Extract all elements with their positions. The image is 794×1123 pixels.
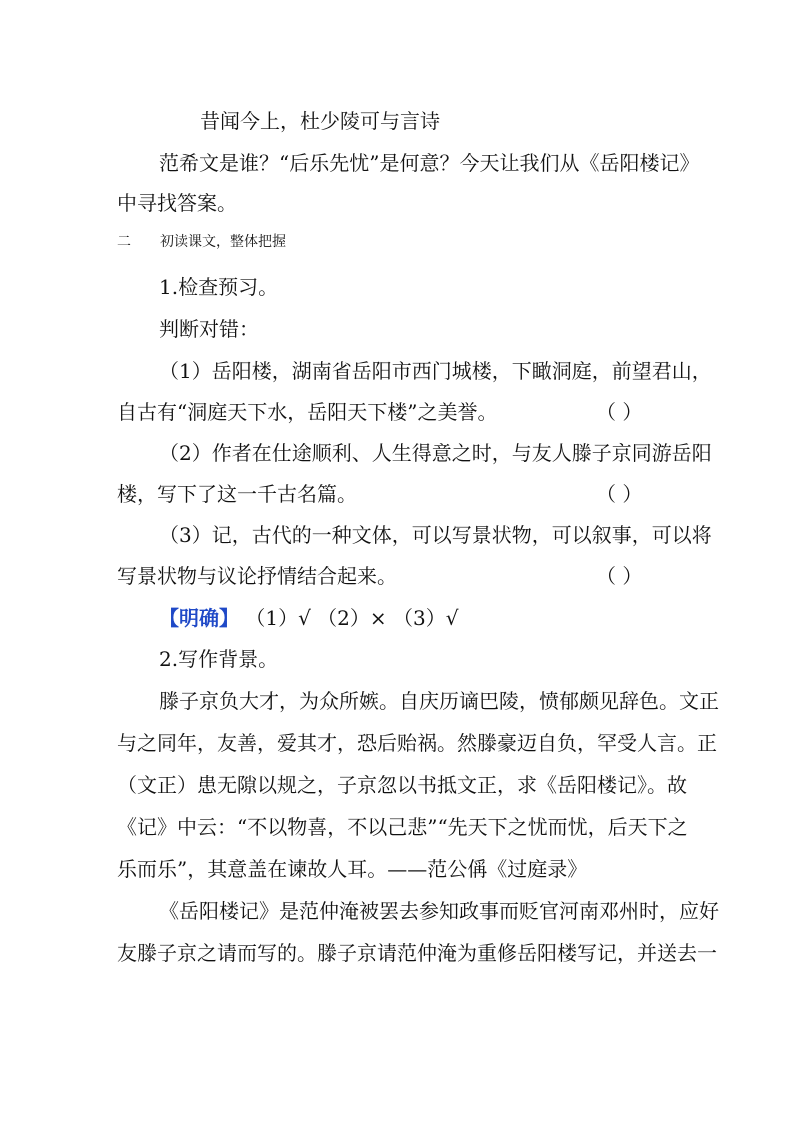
answer-text: （1）√ （2）× （3）√ [245, 606, 459, 630]
question-2-line-1: （2）作者在仕途顺利、人生得意之时，与友人滕子京同游岳阳 [159, 441, 712, 465]
intro-line-1: 范希文是谁？“后乐先忧”是何意？今天让我们从《岳阳楼记》 [159, 151, 700, 175]
background-line-1: 滕子京负大才，为众所嫉。自庆历谪巴陵，愤郁颇见辞色。文正 [159, 689, 719, 713]
check-preview-heading: 1.检查预习。 [159, 275, 279, 299]
background-line-5: 乐而乐”，其意盖在谏故人耳。——范公偁《过庭录》 [117, 857, 588, 881]
answer-label: 【明确】 [159, 606, 239, 630]
question-1-line-1: （1）岳阳楼，湖南省岳阳市西门城楼，下瞰洞庭，前望君山， [159, 359, 712, 383]
section-number: 二 [117, 234, 131, 250]
question-2-line-2 [117, 481, 687, 507]
poem-line: 昔闻今上，杜少陵可与言诗 [200, 109, 440, 133]
background-line-2: 与之同年，友善，爱其才，恐后贻祸。然滕豪迈自负，罕受人言。正 [117, 731, 717, 755]
judge-heading: 判断对错： [159, 317, 259, 341]
background-line-6: 《岳阳楼记》是范仲淹被罢去参知政事而贬官河南邓州时，应好 [159, 899, 719, 923]
background-line-3: （文正）患无隙以规之，子京忽以书抵文正，求《岳阳楼记》。故 [117, 773, 687, 797]
question-3-text: 写景状物与议论抒情结合起来。 [117, 564, 397, 588]
answer-blank-1: （ ） [596, 400, 643, 424]
question-1-line-2 [117, 399, 687, 425]
question-1-text: 自古有“洞庭天下水，岳阳天下楼”之美誉。 [117, 400, 498, 424]
background-heading: 2.写作背景。 [159, 647, 279, 671]
section-title: 初读课文，整体把握 [160, 234, 286, 250]
answer-blank-2: （ ） [596, 482, 643, 506]
intro-line-2: 中寻找答案。 [117, 191, 237, 215]
question-3-line-2 [117, 563, 687, 589]
background-line-4: 《记》中云：“不以物喜，不以己悲”“先天下之忧而忧，后天下之 [117, 815, 688, 839]
question-2-text: 楼，写下了这一千古名篇。 [117, 482, 357, 506]
answer-line [159, 605, 729, 631]
answer-blank-3: （ ） [596, 564, 643, 588]
background-line-7: 友滕子京之请而写的。滕子京请范仲淹为重修岳阳楼写记，并送去一 [117, 941, 717, 965]
question-3-line-1: （3）记，古代的一种文体，可以写景状物，可以叙事，可以将 [159, 523, 712, 547]
